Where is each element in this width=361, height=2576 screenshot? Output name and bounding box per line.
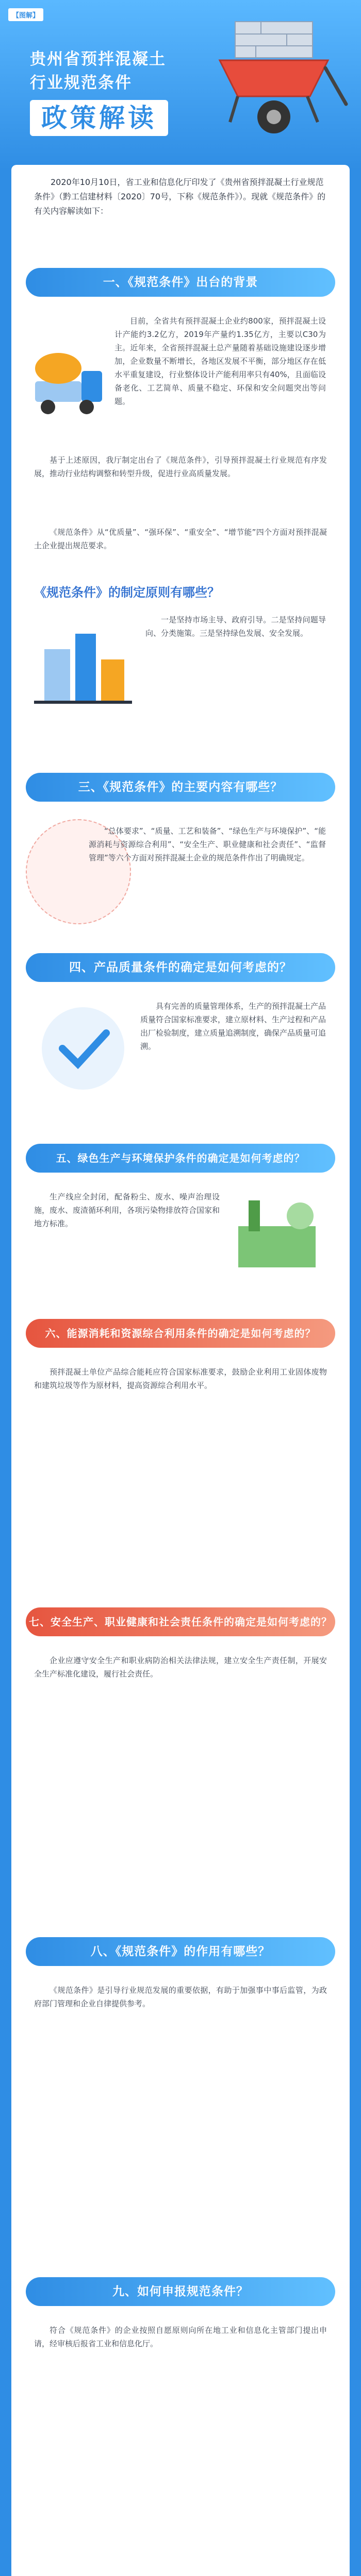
title-block: [30, 47, 168, 136]
wheelbarrow-illustration: [199, 11, 349, 140]
header: [0, 0, 361, 170]
section-4-text: [140, 999, 326, 1055]
section-3-paragraph-1: “总体要求”、“质量、工艺和装备”、“绿色生产与环境保护”、“能源消耗与资源综合利用”、“安全生产、职业健康和社会责任”、“监督管理”等六个方面对预拌混凝土企业的规范条件作出了明确规定。: [89, 826, 326, 862]
section-6-text: [34, 1365, 327, 1394]
section-2-paragraph-1: 《规范条件》从“优质量”、“强环保”、“重安全”、“增节能”四个方面对预拌混凝土企业提出规范要求。: [34, 528, 327, 550]
section-1-text: [114, 314, 326, 410]
section-7-text: [34, 1654, 327, 1683]
section-1-paragraph-2: 基于上述原因，我厅制定出台了《规范条件》，引导预拌混凝土行业规范有序发展，推动行业结构调整和转型升级，促进行业高质量发展。: [34, 455, 327, 478]
content-sheet: [11, 165, 350, 2576]
section-6-paragraph-1: 预拌混凝土单位产品综合能耗应符合国家标准要求，鼓励企业利用工业固体废物和建筑垃圾等作为原材料，提高资源综合利用水平。: [34, 1367, 327, 1390]
title-main: 政策解读: [30, 100, 168, 136]
mixer-truck-icon: [30, 319, 107, 428]
section-8-paragraph-1: 《规范条件》是引导行业规范发展的重要依据，有助于加强事中事后监管，为政府部门管理和企业自律提供参考。: [34, 1986, 327, 2008]
section-5-paragraph-1: 生产线应全封闭，配备粉尘、废水、噪声治理设施，废水、废渣循环利用，各项污染物排放符合国家和地方标准。: [34, 1192, 220, 1228]
section-8-banner: 八、《规范条件》的作用有哪些？: [26, 1937, 335, 1966]
section-4-paragraph-1: 具有完善的质量管理体系，生产的预拌混凝土产品质量符合国家标准要求，建立原材料、生产过程和产品出厂检验制度，建立质量追溯制度，确保产品质量可追溯。: [140, 1002, 326, 1051]
section-2-text-b: [145, 613, 326, 642]
section-3-banner: 三、《规范条件》的主要内容有哪些？: [26, 773, 335, 802]
section-5-text: [34, 1190, 220, 1232]
section-2-question: 《规范条件》的制定原则有哪些？: [34, 585, 220, 600]
section-6-banner: 六、能源消耗和资源综合利用条件的确定是如何考虑的？: [26, 1319, 335, 1348]
title-line-2: 行业规范条件: [30, 74, 132, 92]
section-7-paragraph-1: 企业应遵守安全生产和职业病防治相关法律法规，建立安全生产责任制，开展安全生产标准化建设，履行社会责任。: [34, 1656, 327, 1679]
section-3-text: [89, 824, 326, 867]
section-7-banner: 七、安全生产、职业健康和社会责任条件的确定是如何考虑的？: [26, 1607, 335, 1636]
intro-text: 2020年10月10日，省工业和信息化厅印发了《贵州省预拌混凝土行业规范条件》（黔工信建材料〔2020〕70号，下称《规范条件》）。现就《规范条件》的有关内容解读如下：: [34, 177, 326, 216]
plant-illustration: [34, 618, 132, 706]
section-9-banner: 九、如何申报规范条件？: [26, 2277, 335, 2306]
section-4-banner: 四、产品质量条件的确定是如何考虑的？: [26, 953, 335, 982]
title-line-1: 贵州省预拌混凝土: [30, 50, 166, 69]
section-2-paragraph-2: 一是坚持市场主导、政府引导。二是坚持问题导向、分类施策。三是坚持绿色发展、安全发展。: [145, 615, 326, 638]
section-8-text: [34, 1984, 327, 2012]
section-2-text: [34, 526, 327, 554]
section-1-banner: 一、《规范条件》出台的背景: [26, 268, 335, 297]
section-5-banner: 五、绿色生产与环境保护条件的确定是如何考虑的？: [26, 1144, 335, 1173]
category-tag: 【图解】: [8, 8, 43, 21]
green-factory-icon: [228, 1190, 326, 1273]
section-9-text: [34, 2324, 327, 2352]
section-1-paragraph-1: 目前，全省共有预拌混凝土企业约800家，预拌混凝土设计产能约3.2亿方，2019年产量约1.35亿方，主要以C30为主。近年来，全省预拌混凝土总产量随着基础设施建设逐步增加，企业数量不断增长，各地区发展不平衡，部分地区存在低水平重复建设，行业整体设计产能利用率只有40%，且面临设备老化、工艺简单、质量不稳定、环保和安全问题突出等问题。: [114, 316, 326, 406]
section-1-text-b: [34, 453, 327, 482]
quality-check-icon: [34, 999, 132, 1097]
section-9-paragraph-1: 符合《规范条件》的企业按照自愿原则向所在地工业和信息化主管部门提出申请，经审核后报省工业和信息化厅。: [34, 2326, 327, 2348]
